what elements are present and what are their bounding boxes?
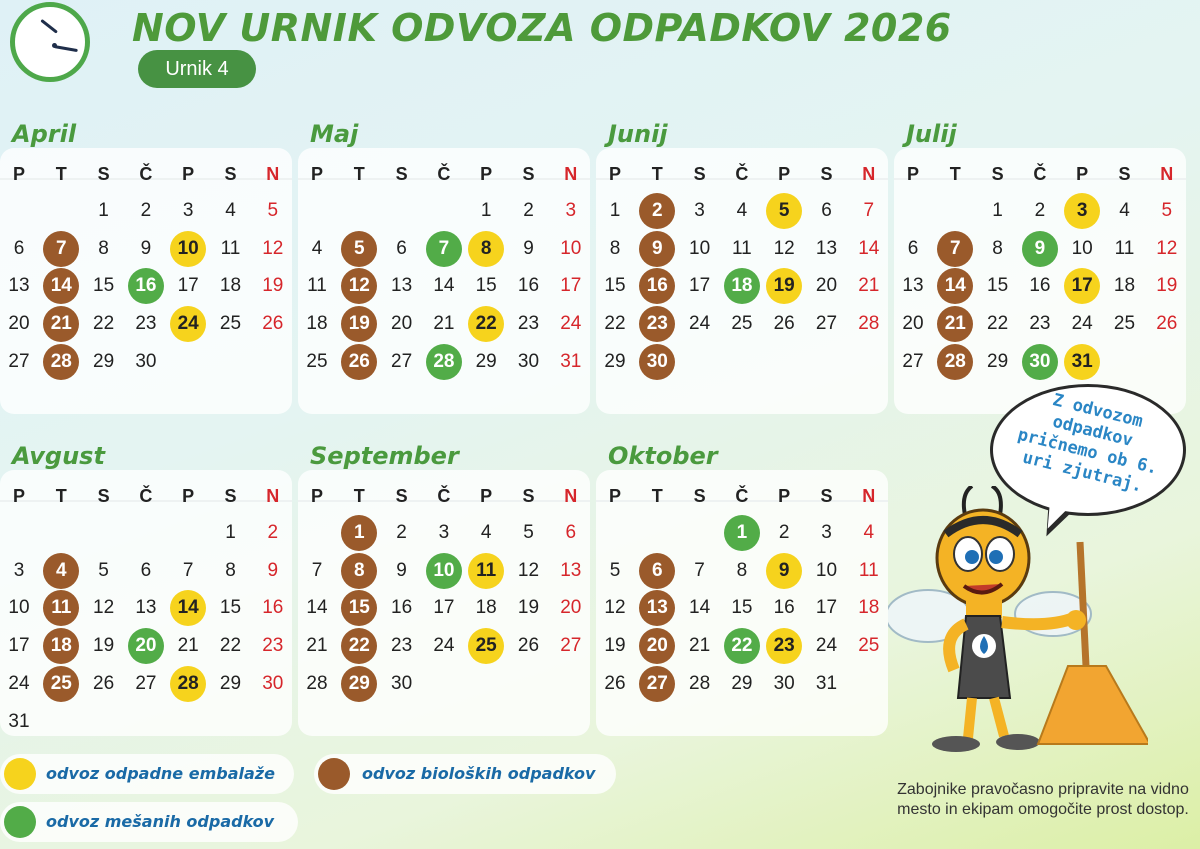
day-cell: 3 xyxy=(1061,192,1103,230)
month-name: Julij xyxy=(906,120,957,148)
day-cell: 30 xyxy=(1019,343,1061,381)
day-cell: 13 xyxy=(815,237,838,259)
day-cell: 26 xyxy=(773,313,795,335)
day-cell: 2 xyxy=(523,200,534,221)
day-cell: 23 xyxy=(1029,313,1051,335)
day-cell: 16 xyxy=(517,275,540,297)
weekday-header: N xyxy=(862,164,876,184)
day-cell: 7 xyxy=(694,559,705,581)
day-cell: 23 xyxy=(135,313,157,335)
day-cell: 15 xyxy=(338,589,380,627)
month-name: Maj xyxy=(310,120,359,148)
legend-label: odvoz bioloških odpadkov xyxy=(362,764,596,783)
day-cell: 13 xyxy=(135,597,157,619)
weekday-header: S xyxy=(224,164,237,184)
day-cell: 4 xyxy=(40,552,82,590)
day-cell: 1 xyxy=(609,200,621,221)
day-cell: 5 xyxy=(523,522,534,543)
weekday-header: N xyxy=(266,486,280,506)
day-cell: 18 xyxy=(721,267,763,305)
day-cell: 21 xyxy=(858,275,880,297)
day-cell: 5 xyxy=(609,559,621,581)
page-title: NOV URNIK ODVOZA ODPADKOV 2026 xyxy=(132,6,952,50)
day-cell: 22 xyxy=(721,627,763,665)
weekday-header: S xyxy=(1118,164,1131,184)
day-cell: 21 xyxy=(40,305,82,343)
month-name: Oktober xyxy=(608,442,718,470)
day-cell: 25 xyxy=(219,313,242,335)
day-cell: 4 xyxy=(863,522,875,543)
day-cell: 29 xyxy=(219,672,242,694)
weekday-header: S xyxy=(97,164,110,184)
day-cell: 25 xyxy=(1113,313,1136,335)
day-cell: 28 xyxy=(167,665,209,703)
day-cell: 17 xyxy=(815,597,838,619)
day-cell: 20 xyxy=(636,627,678,665)
day-cell: 15 xyxy=(731,597,753,619)
schedule-badge: Urnik 4 xyxy=(138,50,256,88)
weekday-header: P xyxy=(778,486,791,506)
day-cell: 11 xyxy=(220,237,241,259)
legend-mixed xyxy=(0,802,298,842)
weekday-header: S xyxy=(820,486,833,506)
day-cell: 13 xyxy=(391,275,413,297)
day-cell: 5 xyxy=(267,200,279,221)
day-cell: 15 xyxy=(475,275,497,297)
day-cell: 21 xyxy=(934,305,976,343)
weekday-header: S xyxy=(693,164,706,184)
day-cell: 2 xyxy=(636,192,678,230)
day-cell: 22 xyxy=(219,635,242,657)
weekday-header: S xyxy=(395,164,408,184)
day-cell: 24 xyxy=(1071,313,1093,335)
day-cell: 6 xyxy=(636,552,678,590)
day-cell: 15 xyxy=(604,275,626,297)
day-cell: 14 xyxy=(306,597,328,619)
day-cell: 28 xyxy=(423,343,465,381)
day-cell: 3 xyxy=(438,522,450,543)
day-cell: 23 xyxy=(763,627,805,665)
day-cell: 12 xyxy=(517,559,540,581)
day-cell: 17 xyxy=(433,597,455,619)
day-cell: 17 xyxy=(8,635,30,657)
day-cell: 16 xyxy=(125,267,167,305)
weekday-header: T xyxy=(55,486,67,506)
day-cell: 26 xyxy=(604,672,626,694)
day-cell: 1 xyxy=(98,200,109,221)
day-cell: 27 xyxy=(636,665,678,703)
day-cell: 29 xyxy=(475,350,497,372)
day-cell: 9 xyxy=(1019,230,1061,268)
weekday-header: Č xyxy=(437,486,451,506)
weekday-header: T xyxy=(353,486,365,506)
day-cell: 6 xyxy=(565,522,577,543)
day-cell: 16 xyxy=(391,597,413,619)
weekday-header: P xyxy=(608,486,621,506)
weekday-header: S xyxy=(522,486,535,506)
day-cell: 19 xyxy=(517,597,540,619)
day-cell: 8 xyxy=(225,559,236,581)
day-cell: 4 xyxy=(1119,200,1130,221)
weekday-header: Č xyxy=(139,486,153,506)
day-cell: 9 xyxy=(523,237,534,259)
day-cell: 24 xyxy=(815,635,838,657)
day-cell: 16 xyxy=(636,267,678,305)
day-cell: 27 xyxy=(902,350,924,372)
legend-bio xyxy=(314,754,616,794)
day-cell: 22 xyxy=(987,313,1009,335)
day-cell: 22 xyxy=(93,313,115,335)
day-cell: 2 xyxy=(140,200,152,221)
day-cell: 13 xyxy=(560,559,582,581)
day-cell: 3 xyxy=(182,200,194,221)
day-cell: 11 xyxy=(1114,237,1135,259)
day-cell: 5 xyxy=(1161,200,1173,221)
legend-label: odvoz odpadne embalaže xyxy=(46,764,275,783)
day-cell: 21 xyxy=(177,635,199,657)
weekday-header: Č xyxy=(139,164,153,184)
weekday-header: P xyxy=(310,164,323,184)
day-cell: 26 xyxy=(262,313,284,335)
day-cell: 18 xyxy=(40,627,82,665)
yellow-dot-icon xyxy=(4,758,36,790)
day-cell: 31 xyxy=(8,710,30,732)
day-cell: 6 xyxy=(396,237,407,259)
weekday-header: T xyxy=(949,164,961,184)
day-cell: 12 xyxy=(773,237,795,259)
day-cell: 28 xyxy=(689,672,711,694)
day-cell: 29 xyxy=(731,672,753,694)
day-cell: 24 xyxy=(167,305,209,343)
day-cell: 23 xyxy=(636,305,678,343)
day-cell: 7 xyxy=(40,230,82,268)
day-cell: 7 xyxy=(934,230,976,268)
day-cell: 12 xyxy=(262,237,284,259)
day-cell: 8 xyxy=(465,230,507,268)
day-cell: 1 xyxy=(225,522,236,543)
day-cell: 28 xyxy=(934,343,976,381)
day-cell: 17 xyxy=(560,275,582,297)
day-cell: 30 xyxy=(391,672,413,694)
day-cell: 1 xyxy=(480,200,492,221)
day-cell: 2 xyxy=(1034,200,1046,221)
weekday-header: P xyxy=(12,486,25,506)
weekday-header: S xyxy=(395,486,408,506)
day-cell: 18 xyxy=(475,597,497,619)
day-cell: 19 xyxy=(1156,275,1178,297)
weekday-header: N xyxy=(564,164,578,184)
day-cell: 26 xyxy=(1156,313,1178,335)
day-cell: 25 xyxy=(40,665,82,703)
day-cell: 28 xyxy=(858,313,880,335)
day-cell: 19 xyxy=(262,275,284,297)
day-cell: 19 xyxy=(338,305,380,343)
day-cell: 3 xyxy=(694,200,705,221)
weekday-header: P xyxy=(182,164,195,184)
weekday-header: P xyxy=(480,486,493,506)
day-cell: 6 xyxy=(13,237,25,259)
day-cell: 10 xyxy=(689,237,711,259)
day-cell: 7 xyxy=(863,200,875,221)
day-cell: 17 xyxy=(177,275,199,297)
day-cell: 20 xyxy=(815,275,838,297)
day-cell: 11 xyxy=(858,559,879,581)
day-cell: 8 xyxy=(98,237,109,259)
day-cell: 27 xyxy=(815,313,838,335)
note-text: Zabojnike pravočasno pripravite na vidno mesto in ekipam omogočite prost dostop. xyxy=(897,781,1189,818)
day-cell: 10 xyxy=(423,552,465,590)
day-cell: 8 xyxy=(338,552,380,590)
day-cell: 10 xyxy=(560,237,582,259)
weekday-header: S xyxy=(820,164,833,184)
day-cell: 13 xyxy=(636,589,678,627)
day-cell: 4 xyxy=(225,200,236,221)
weekday-header: T xyxy=(651,486,663,506)
day-cell: 21 xyxy=(433,313,455,335)
day-cell: 23 xyxy=(391,635,413,657)
day-cell: 19 xyxy=(604,635,626,657)
weekday-header: P xyxy=(778,164,791,184)
day-cell: 19 xyxy=(93,635,115,657)
day-cell: 30 xyxy=(262,672,284,694)
weekday-header: Č xyxy=(1033,164,1047,184)
weekday-header: N xyxy=(564,486,578,506)
brown-dot-icon xyxy=(318,758,350,790)
day-cell: 26 xyxy=(338,343,380,381)
day-cell: 20 xyxy=(391,313,413,335)
weekday-header: P xyxy=(310,486,323,506)
day-cell: 16 xyxy=(773,597,795,619)
day-cell: 14 xyxy=(934,267,976,305)
day-cell: 24 xyxy=(433,635,455,657)
day-cell: 11 xyxy=(40,589,82,627)
month-name: April xyxy=(12,120,77,148)
day-cell: 30 xyxy=(636,343,678,381)
day-cell: 20 xyxy=(902,313,924,335)
day-cell: 28 xyxy=(306,672,328,694)
weekday-header: Č xyxy=(735,486,749,506)
day-cell: 21 xyxy=(306,635,328,657)
day-cell: 14 xyxy=(689,597,711,619)
day-cell: 14 xyxy=(40,267,82,305)
day-cell: 18 xyxy=(1113,275,1136,297)
green-dot-icon xyxy=(4,806,36,838)
month-name: Junij xyxy=(608,120,668,148)
day-cell: 3 xyxy=(821,522,832,543)
day-cell: 5 xyxy=(763,192,805,230)
day-cell: 10 xyxy=(8,597,30,619)
day-cell: 10 xyxy=(167,230,209,268)
day-cell: 17 xyxy=(1061,267,1103,305)
day-cell: 14 xyxy=(858,237,880,259)
day-cell: 20 xyxy=(8,313,30,335)
day-cell: 22 xyxy=(465,305,507,343)
day-cell: 26 xyxy=(517,635,540,657)
day-cell: 1 xyxy=(338,514,380,552)
bubble-text: Z odvozom odpadkov pričnemo ob 6. uri zjutraj. xyxy=(1015,390,1160,497)
legend-packaging xyxy=(0,754,294,794)
day-cell: 11 xyxy=(465,552,507,590)
day-cell: 2 xyxy=(396,522,407,543)
day-cell: 3 xyxy=(13,559,25,581)
day-cell: 29 xyxy=(987,350,1009,372)
day-cell: 24 xyxy=(689,313,711,335)
day-cell: 25 xyxy=(465,627,507,665)
bee-mascot-icon xyxy=(888,486,1148,756)
day-cell: 1 xyxy=(721,514,763,552)
day-cell: 9 xyxy=(396,559,407,581)
day-cell: 29 xyxy=(338,665,380,703)
day-cell: 16 xyxy=(1029,275,1051,297)
day-cell: 18 xyxy=(858,597,880,619)
day-cell: 14 xyxy=(167,589,209,627)
day-cell: 2 xyxy=(778,522,790,543)
weekday-header: S xyxy=(224,486,237,506)
day-cell: 8 xyxy=(992,237,1003,259)
day-cell: 9 xyxy=(140,237,152,259)
day-cell: 30 xyxy=(773,672,795,694)
weekday-header: P xyxy=(12,164,25,184)
day-cell: 18 xyxy=(219,275,242,297)
day-cell: 11 xyxy=(307,275,327,297)
day-cell: 15 xyxy=(987,275,1009,297)
weekday-header: S xyxy=(991,164,1004,184)
day-cell: 13 xyxy=(8,275,30,297)
weekday-header: N xyxy=(1160,164,1174,184)
weekday-header: Č xyxy=(735,164,749,184)
day-cell: 25 xyxy=(306,350,328,372)
weekday-header: Č xyxy=(437,164,451,184)
day-cell: 12 xyxy=(1156,237,1178,259)
day-cell: 12 xyxy=(338,267,380,305)
day-cell: 27 xyxy=(560,635,582,657)
day-cell: 24 xyxy=(560,313,582,335)
day-cell: 25 xyxy=(858,635,880,657)
day-cell: 10 xyxy=(815,559,838,581)
day-cell: 19 xyxy=(763,267,805,305)
day-cell: 29 xyxy=(604,350,626,372)
day-cell: 13 xyxy=(902,275,924,297)
day-cell: 5 xyxy=(338,230,380,268)
day-cell: 11 xyxy=(732,237,752,259)
day-cell: 23 xyxy=(262,635,284,657)
day-cell: 2 xyxy=(267,522,279,543)
day-cell: 10 xyxy=(1071,237,1093,259)
day-cell: 29 xyxy=(93,350,115,372)
day-cell: 18 xyxy=(306,313,328,335)
day-cell: 8 xyxy=(736,559,748,581)
day-cell: 26 xyxy=(93,672,115,694)
day-cell: 31 xyxy=(1061,343,1103,381)
day-cell: 4 xyxy=(480,522,492,543)
day-cell: 14 xyxy=(433,275,455,297)
legend-label: odvoz mešanih odpadkov xyxy=(46,812,275,831)
weekday-header: T xyxy=(353,164,365,184)
day-cell: 31 xyxy=(815,672,838,694)
day-cell: 1 xyxy=(992,200,1003,221)
day-cell: 22 xyxy=(604,313,626,335)
day-cell: 4 xyxy=(736,200,748,221)
day-cell: 27 xyxy=(8,350,30,372)
month-name: Avgust xyxy=(12,442,105,470)
day-cell: 21 xyxy=(689,635,711,657)
day-cell: 24 xyxy=(8,672,30,694)
day-cell: 4 xyxy=(311,237,323,259)
day-cell: 25 xyxy=(731,313,753,335)
day-cell: 5 xyxy=(98,559,109,581)
weekday-header: P xyxy=(480,164,493,184)
day-cell: 6 xyxy=(821,200,832,221)
day-cell: 28 xyxy=(40,343,82,381)
day-cell: 31 xyxy=(560,350,582,372)
month-name: September xyxy=(310,442,459,470)
weekday-header: S xyxy=(693,486,706,506)
day-cell: 12 xyxy=(604,597,626,619)
weekday-header: T xyxy=(55,164,67,184)
weekday-header: N xyxy=(862,486,876,506)
weekday-header: T xyxy=(651,164,663,184)
day-cell: 9 xyxy=(636,230,678,268)
weekday-header: P xyxy=(182,486,195,506)
weekday-header: S xyxy=(97,486,110,506)
day-cell: 23 xyxy=(517,313,540,335)
weekday-header: N xyxy=(266,164,280,184)
clock-icon xyxy=(10,2,90,82)
day-cell: 30 xyxy=(517,350,540,372)
day-cell: 22 xyxy=(338,627,380,665)
day-cell: 3 xyxy=(565,200,577,221)
day-cell: 12 xyxy=(93,597,115,619)
weekday-header: P xyxy=(1076,164,1089,184)
day-cell: 7 xyxy=(423,230,465,268)
day-cell: 20 xyxy=(560,597,582,619)
day-cell: 15 xyxy=(219,597,242,619)
day-cell: 15 xyxy=(93,275,115,297)
day-cell: 9 xyxy=(763,552,805,590)
weekday-header: P xyxy=(608,164,621,184)
day-cell: 9 xyxy=(267,559,279,581)
day-cell: 7 xyxy=(311,559,323,581)
day-cell: 30 xyxy=(135,350,157,372)
weekday-header: P xyxy=(906,164,919,184)
day-cell: 27 xyxy=(391,350,413,372)
day-cell: 16 xyxy=(262,597,284,619)
day-cell: 17 xyxy=(689,275,711,297)
day-cell: 6 xyxy=(907,237,919,259)
day-cell: 27 xyxy=(135,672,157,694)
day-cell: 7 xyxy=(182,559,194,581)
day-cell: 8 xyxy=(609,237,621,259)
day-cell: 6 xyxy=(140,559,152,581)
weekday-header: S xyxy=(522,164,535,184)
day-cell: 20 xyxy=(125,627,167,665)
